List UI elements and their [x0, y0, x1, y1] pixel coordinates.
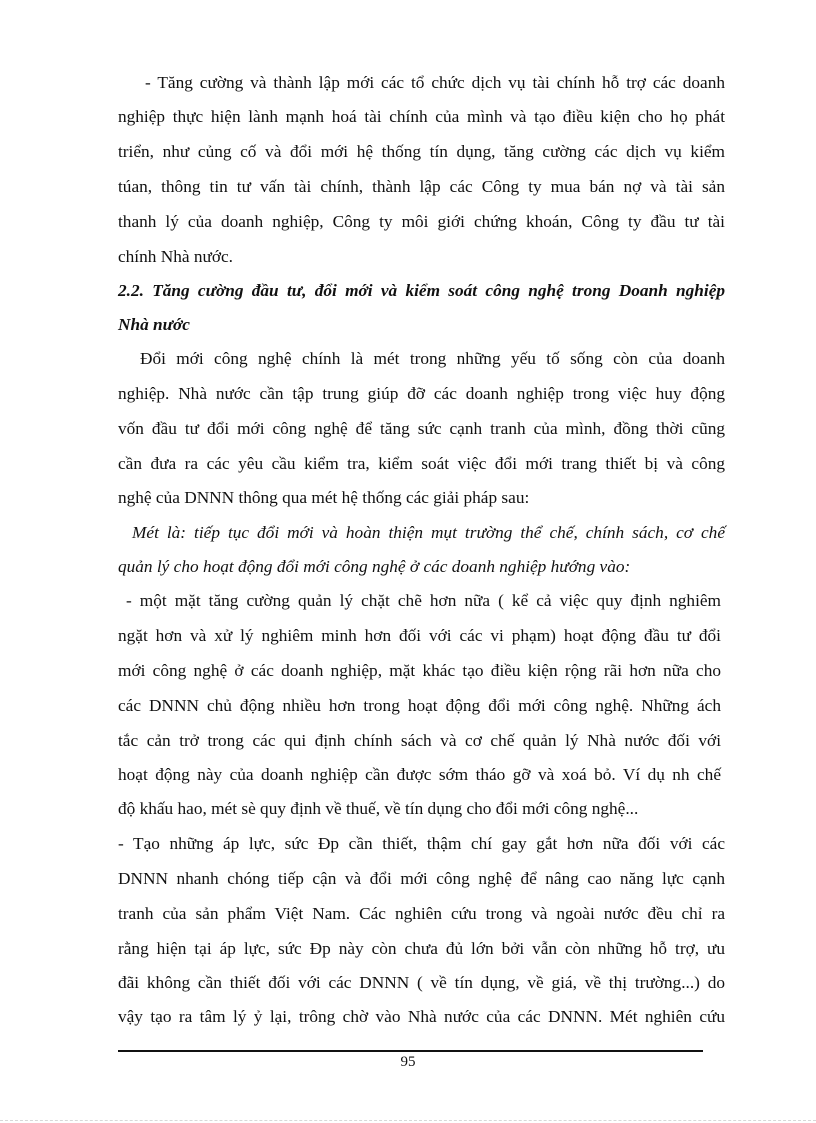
- page-number: 95: [400, 1054, 416, 1070]
- paragraph-3-line-1: Mét là: tiếp tục đổi mới và hoàn thiện mụt trường thể chế, chính sách, cơ chế: [132, 523, 725, 542]
- paragraph-5-line-2: DNNN nhanh chóng tiếp cận và đổi mới công nghệ để nâng cao năng lực cạnh: [118, 869, 725, 888]
- section-heading-line-2: Nhà nước: [118, 315, 190, 334]
- paragraph-1-line-3: triển, như củng cố và đổi mới hệ thống tín dụng, tăng cường các dịch vụ kiểm: [118, 142, 725, 161]
- paragraph-4-line-1: - một mặt tăng cường quản lý chặt chẽ hơn nữa ( kể cả việc quy định nghiêm: [126, 591, 721, 610]
- page-edge-divider: [0, 1120, 816, 1121]
- paragraph-5-line-5: đãi không cần thiết đối với các DNNN ( về tín dụng, về giá, về thị trường...) do: [118, 973, 725, 992]
- paragraph-2-line-4: cần đưa ra các yêu cầu kiểm tra, kiểm soát việc đổi mới trang thiết bị và công: [118, 454, 725, 473]
- paragraph-4-line-3: mới công nghệ ở các doanh nghiệp, mặt khác tạo điều kiện rộng rãi hơn nữa cho: [118, 661, 721, 680]
- section-heading-line-1: 2.2. Tăng cường đầu tư, đổi mới và kiểm soát công nghệ trong Doanh nghiệp: [118, 281, 725, 300]
- paragraph-5-line-6: vậy tạo ra tâm lý ỷ lại, trông chờ vào Nhà nước của các DNNN. Mét nghiên cứu: [118, 1007, 725, 1026]
- paragraph-4-line-4: các DNNN chủ động nhiều hơn trong hoạt động đổi mới công nghệ. Những ách: [118, 696, 721, 715]
- paragraph-1-line-1: - Tăng cường và thành lập mới các tổ chức dịch vụ tài chính hỗ trợ các doanh: [145, 73, 725, 92]
- paragraph-2-line-5: nghệ của DNNN thông qua mét hệ thống các giải pháp sau:: [118, 488, 530, 507]
- paragraph-2-line-3: vốn đầu tư đổi mới công nghệ để tăng sức cạnh tranh của mình, đồng thời cũng: [118, 419, 725, 438]
- paragraph-1-line-6: chính Nhà nước.: [118, 247, 233, 266]
- paragraph-5-line-4: rằng hiện tại áp lực, sức Ðp này còn chưa đủ lớn bởi vẫn còn những hỗ trợ, ưu: [118, 939, 725, 958]
- paragraph-5-line-3: tranh của sản phẩm Việt Nam. Các nghiên cứu trong và ngoài nước đều chỉ ra: [118, 904, 725, 923]
- paragraph-3-line-2: quản lý cho hoạt động đổi mới công nghệ ở các doanh nghiệp hướng vào:: [118, 557, 631, 576]
- paragraph-1-line-4: túan, thông tin tư vấn tài chính, thành lập các Công ty mua bán nợ và tài sản: [118, 177, 725, 196]
- paragraph-5-line-1: - Tạo những áp lực, sức Ðp cần thiết, thậm chí gay gắt hơn nữa đối với các: [118, 834, 725, 853]
- footer-rule: [118, 1050, 703, 1052]
- paragraph-4-line-2: ngặt hơn và xử lý nghiêm minh hơn đối với các vi phạm) hoạt động đầu tư đổi: [118, 626, 721, 645]
- paragraph-4-line-5: tắc cản trở trong các qui định chính sách và cơ chế quản lý Nhà nước đối với: [118, 731, 721, 750]
- paragraph-1-line-5: thanh lý của doanh nghiệp, Công ty môi giới chứng khoán, Công ty đầu tư tài: [118, 212, 725, 231]
- paragraph-1-line-2: nghiệp thực hiện lành mạnh hoá tài chính của mình và tạo điều kiện cho họ phát: [118, 107, 725, 126]
- paragraph-2-line-1: Đổi mới công nghệ chính là mét trong những yếu tố sống còn của doanh: [140, 349, 725, 368]
- paragraph-2-line-2: nghiệp. Nhà nước cần tập trung giúp đỡ các doanh nghiệp trong việc huy động: [118, 384, 725, 403]
- paragraph-4-line-6: hoạt động này của doanh nghiệp cần được sớm tháo gỡ và xoá bỏ. Ví dụ nh chế: [118, 765, 721, 784]
- paragraph-4-line-7: độ khấu hao, mét sè quy định về thuế, về tín dụng cho đổi mới công nghệ...: [118, 799, 639, 818]
